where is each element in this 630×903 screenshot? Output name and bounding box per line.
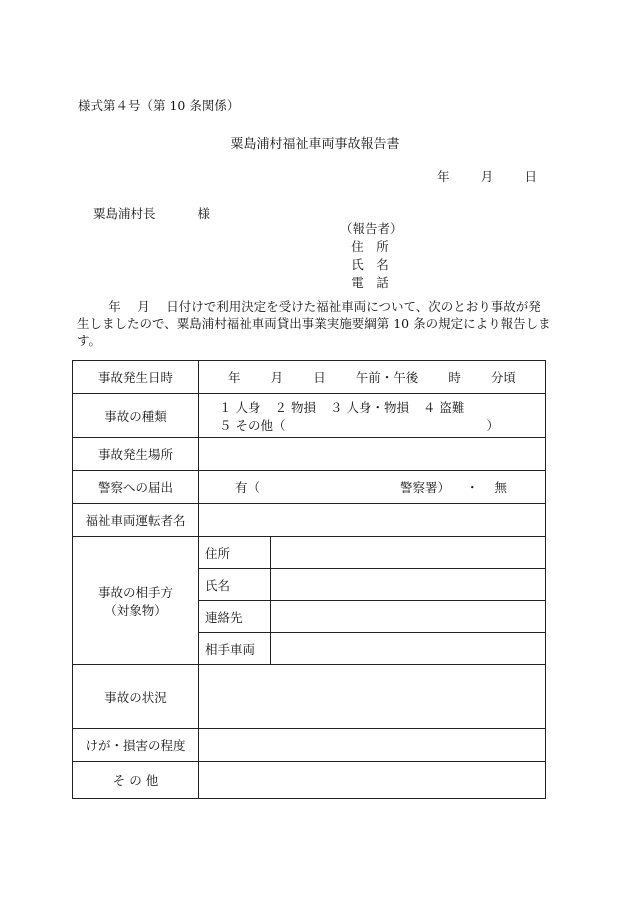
type-option-5-close: ）: [486, 417, 499, 433]
situation-label: 事故の状況: [73, 665, 199, 729]
reporter-heading: （報告者）: [340, 221, 403, 236]
driver-value[interactable]: [199, 504, 546, 537]
datetime-day: 日: [313, 370, 326, 385]
datetime-year: 年: [228, 370, 241, 385]
police-station: 警察署）: [400, 480, 451, 495]
police-separator: ・: [466, 480, 479, 495]
addressee-honorific: 様: [197, 206, 211, 221]
report-date: [437, 167, 537, 185]
datetime-ampm: 午前・午後: [355, 370, 419, 385]
police-yes: 有（: [235, 480, 261, 495]
police-no: 無: [494, 480, 508, 495]
row-driver: [73, 504, 546, 537]
date-year: 年: [437, 169, 450, 184]
other-value[interactable]: [199, 762, 546, 799]
type-value[interactable]: [199, 394, 546, 438]
addressee-name: 粟島浦村長: [93, 206, 156, 221]
police-label: 警察への届出: [73, 471, 199, 504]
counterparty-label-line2: （対象物）: [104, 602, 167, 618]
addressee: [93, 204, 210, 222]
row-place: [73, 438, 546, 471]
counterparty-vehicle-label: 相手車両: [199, 633, 271, 665]
type-option-3: ３ 人身・物損: [329, 399, 409, 415]
row-other: [73, 762, 546, 799]
row-type: [73, 394, 546, 438]
date-day: 日: [524, 169, 537, 184]
injury-label: けが・損害の程度: [73, 729, 199, 762]
counterparty-address-value[interactable]: [271, 537, 546, 569]
row-datetime: [73, 361, 546, 394]
situation-value[interactable]: [199, 665, 546, 729]
type-option-2: ２ 物損: [274, 399, 316, 415]
datetime-month: 月: [270, 370, 284, 385]
place-label: 事故発生場所: [73, 438, 199, 471]
datetime-minute: 分頃: [490, 370, 516, 385]
reporter-name-label: 氏 名: [351, 257, 389, 272]
other-label: そ の 他: [73, 762, 199, 799]
report-table: [72, 360, 546, 799]
datetime-value[interactable]: [199, 361, 546, 394]
police-value[interactable]: [199, 471, 546, 504]
reporter-block: [340, 220, 403, 292]
counterparty-address-label: 住所: [199, 537, 271, 569]
injury-value[interactable]: [199, 729, 546, 762]
reporter-address-label: 住 所: [351, 239, 389, 254]
reporter-phone-label: 電 話: [351, 275, 389, 290]
datetime-hour: 時: [448, 370, 461, 385]
counterparty-vehicle-value[interactable]: [271, 633, 546, 665]
row-police: [73, 471, 546, 504]
document-title: 粟島浦村福祉車両事故報告書: [230, 137, 400, 152]
type-option-1: １ 人身: [219, 399, 261, 415]
type-option-5: ５ その他（: [219, 417, 286, 433]
row-counterparty-address: [73, 537, 546, 569]
counterparty-name-label: 氏名: [199, 569, 271, 601]
counterparty-contact-label: 連絡先: [199, 601, 271, 633]
type-option-4: ４ 盗難: [422, 399, 465, 415]
form-number: 様式第４号（第 10 条関係）: [78, 98, 240, 113]
counterparty-contact-value[interactable]: [271, 601, 546, 633]
counterparty-label: [73, 537, 199, 665]
row-situation: [73, 665, 546, 729]
date-month: 月: [480, 169, 494, 184]
type-label: 事故の種類: [73, 394, 199, 438]
counterparty-name-value[interactable]: [271, 569, 546, 601]
counterparty-label-line1: 事故の相手方: [97, 584, 173, 600]
body-text: 年 月 日付けで利用決定を受けた福祉車両について、次のとおり事故が発生しましたので、粟島浦村福祉車両貸出事業実施要綱第 10 条の規定により報告します。: [77, 299, 551, 348]
place-value[interactable]: [199, 438, 546, 471]
row-injury: [73, 729, 546, 762]
driver-label: 福祉車両運転者名: [73, 504, 199, 537]
datetime-label: 事故発生日時: [73, 361, 199, 394]
